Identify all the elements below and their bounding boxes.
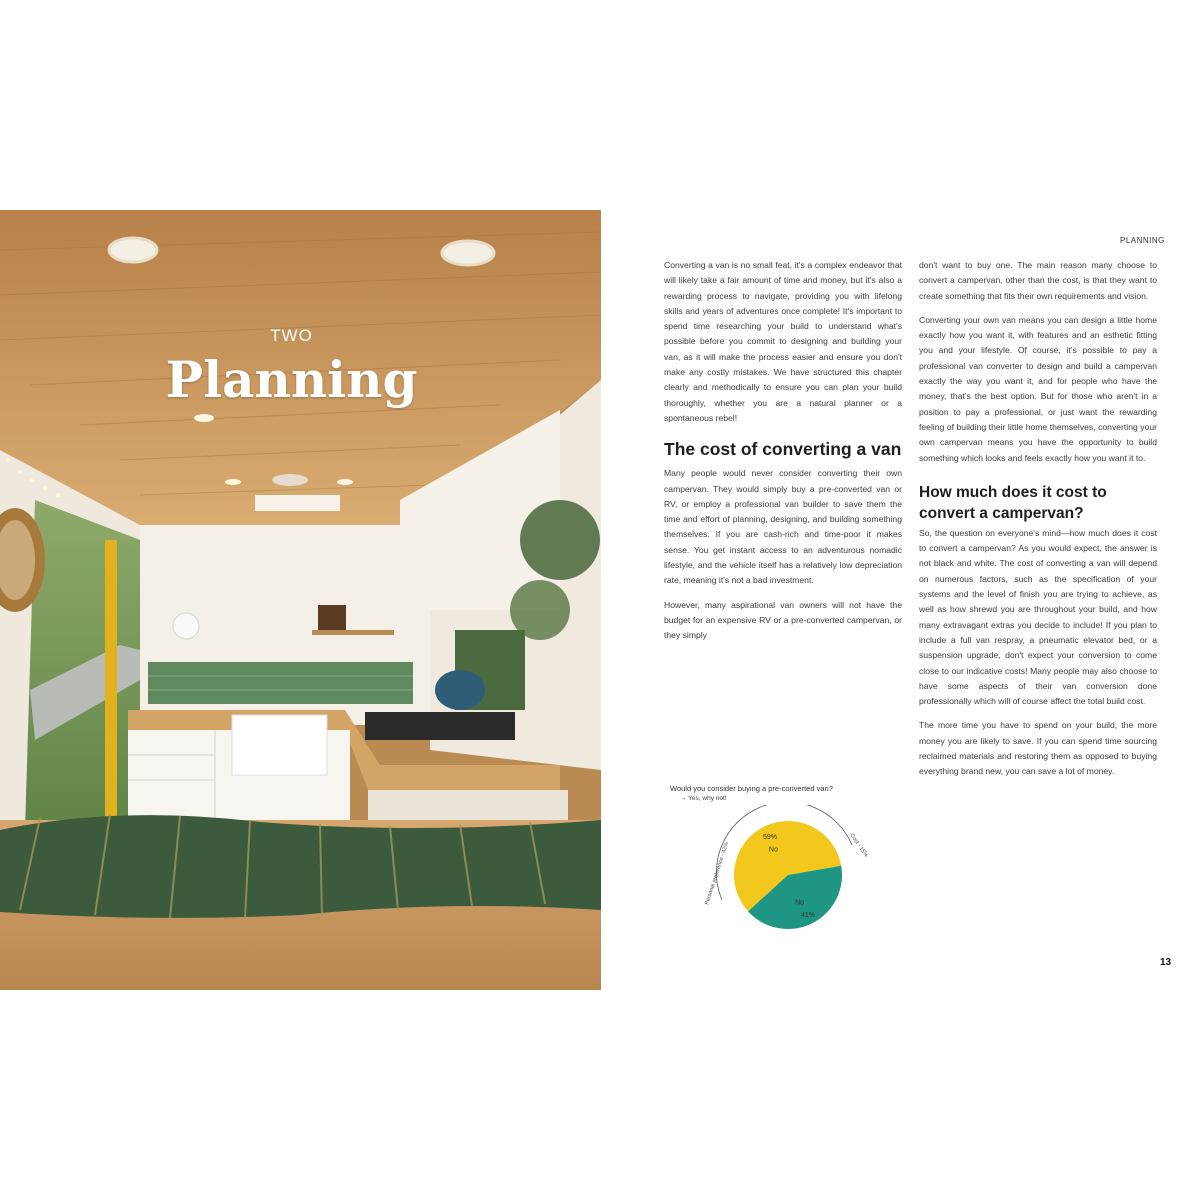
section-heading-how-much: How much does it cost to convert a campervan? [919, 483, 1107, 522]
pie-chart [700, 805, 875, 935]
van-interior-photo [0, 210, 601, 990]
body-paragraph: Converting your own van means you can design a little home exactly how you want it, with features and an esthetic fitting you and your lifestyle. Of course, it's possible to pay a professional van converter to design and build a campervan exactly the way you want it, and for people who have the money, that's the best option. But for those who aren't in a position to pay a professional, or just want the rewarding feeling of building their little home themselves, converting your own campervan means you have the opportunity to build something which looks and feels exactly how you want it to. [919, 314, 1157, 463]
intro-paragraph: Converting a van is no small feat, it's a complex endeavor that will likely take a fair amount of time and money, but it's also a rewarding process to navigate, providing you with lifelong skills and years of adventures once complete! It's important to spend time researching your build to understand what's possible before you commit to designing and building your van, as it will make the process easier and ensure you don't make any costly mistakes. We have structured this chapter clearly and methodically to ensure you can plan your build thoroughly, whether you are a natural planner or a spontaneous rebel! [664, 260, 902, 423]
body-paragraph: The more time you have to spend on your build, the more money you are likely to save. If you can spend time sourcing reclaimed materials and restoring them as opposed to buying everything brand new, you can save a lot of money. [919, 720, 1157, 777]
body-paragraph: However, many aspirational van owners will not have the budget for an expensive RV or a pre-converted campervan, or they simply [664, 599, 902, 641]
page-number: 13 [1160, 957, 1172, 968]
text-column-2 [919, 258, 1157, 789]
running-head: PLANNING [1120, 236, 1165, 245]
chapter-title: Planning [165, 350, 418, 409]
survey-question: Would you consider buying a pre-converted van? [670, 784, 833, 793]
pie-slice-value: 41% [801, 911, 816, 919]
pie-slice-label: No [768, 846, 778, 854]
arc-label-right: Cost - 15% [848, 832, 869, 859]
pie-slice-value: 59% [762, 834, 778, 842]
section-heading-cost: The cost of converting a van [664, 439, 902, 460]
arc-label-left: Personal preference - 42% [704, 841, 731, 906]
pie-chart-svg [700, 805, 875, 935]
body-paragraph: So, the question on everyone's mind—how much does it cost to convert a campervan? As you would expect, the answer is not black and white. The cost of converting a van will depend on numerous factors, such as the specification of your systems and the level of finish you are trying to achieve, as well as how shrewd you are throughout your build, and how many extravagant extras you decide to include! If you plan to include a full van respray, a pneumatic elevator bed, or a suspension upgrade, don't expect your conversion to come close to our indicative costs! Many people may also choose to have some aspects of their van conversion done professionally which will of course affect the total build cost. [919, 527, 1157, 707]
survey-answer-note: → Yes, why not! [680, 795, 727, 802]
chapter-number: TWO [270, 326, 313, 345]
body-paragraph: Many people would never consider converting their own campervan. They would simply buy a pre-converted van or RV, or employ a professional van builder to save them the time and effort of planning, designing, and building something themselves. If you are cash-rich and time-poor it makes sense. You get instant access to an adventurous nomadic lifestyle, and the vehicle itself has a relatively low depreciation rate, meaning it's not a bad investment. [664, 468, 902, 586]
body-paragraph: don't want to buy one. The main reason many choose to convert a campervan, other than the cost, is that they want to create something that fits their own requirements and vision. [919, 260, 1157, 301]
pie-slice-label: No [795, 899, 805, 907]
survey-block [670, 784, 910, 802]
text-column-1 [664, 258, 902, 653]
